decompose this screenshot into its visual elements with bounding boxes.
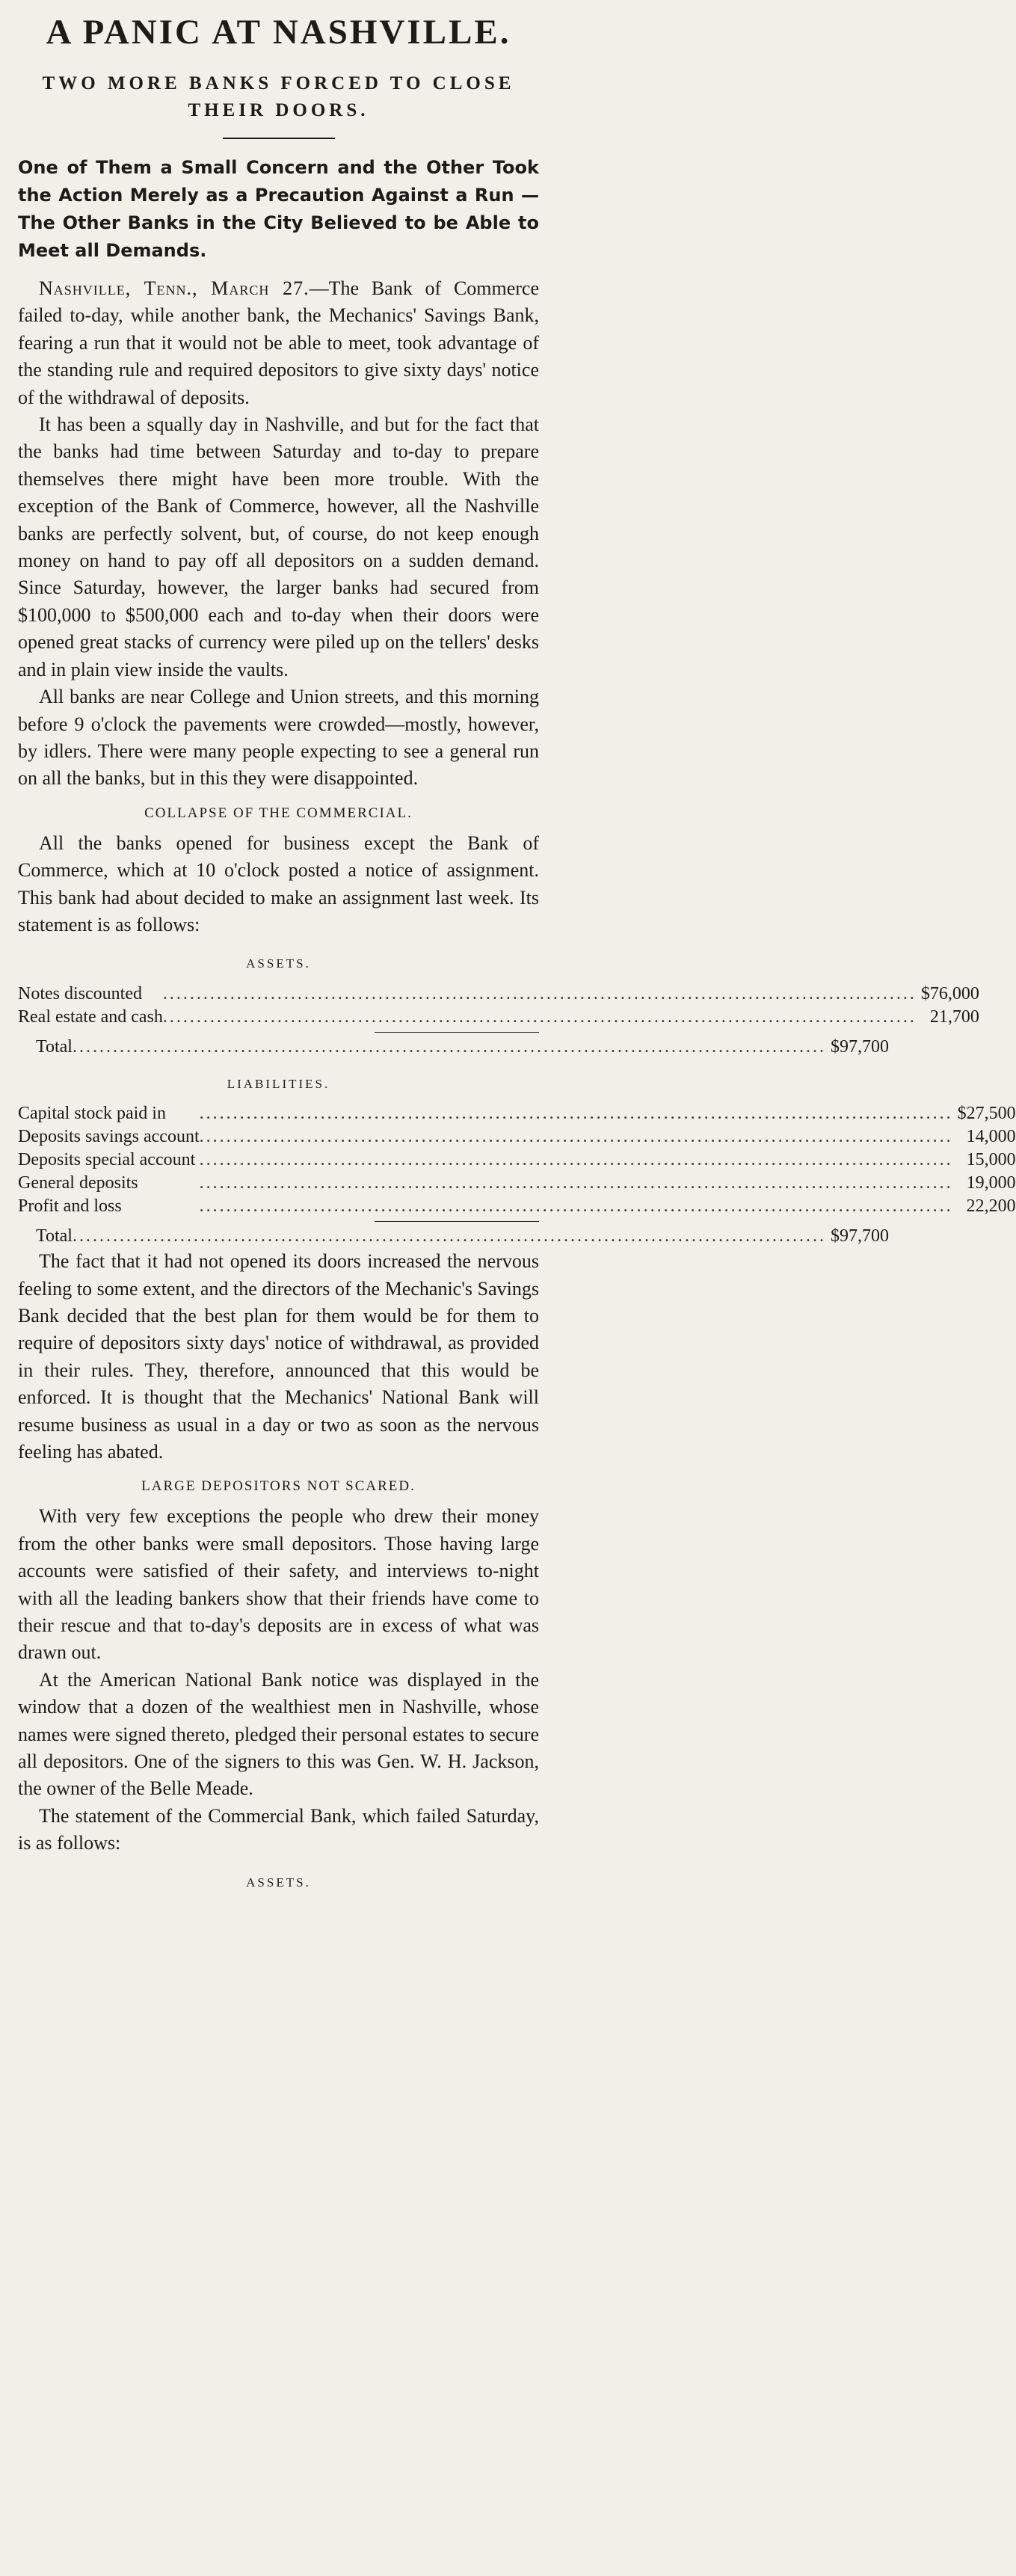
paragraph-1-text: —The Bank of Commerce failed to-day, while another bank, the Mechanics' Savings Bank, fearing a run that it would not be able to meet, took advantage of the standing rule and required depositors to give sixty days' notice of the withdrawal of deposits. — [18, 277, 540, 408]
row-value: 15,000 — [966, 1150, 1016, 1170]
assets-total — [18, 1036, 889, 1059]
row-value: $27,500 — [957, 1104, 1016, 1124]
table-row — [18, 1149, 1016, 1172]
row-label: Notes discounted — [18, 983, 142, 1003]
leader-dots: ................................................................................................................ — [72, 1226, 826, 1246]
table-row — [18, 1172, 1016, 1195]
table-row — [18, 1102, 1016, 1125]
row-value: $76,000 — [920, 983, 979, 1003]
leader-dots: ................................................................................................................ — [199, 1196, 953, 1217]
section-heading-collapse: COLLAPSE OF THE COMMERCIAL. — [144, 805, 413, 821]
liabilities-heading: LIABILITIES. — [227, 1076, 330, 1091]
paragraph-4: All the banks opened for business except the Bank of Commerce, which at 10 o'clock posted a notice of assignment. This bank had about decided to make an assignment last week. Its statement is as follows: — [18, 831, 539, 935]
assets-table — [18, 983, 979, 1029]
liabilities-total — [18, 1225, 889, 1248]
dateline: Nashville, Tenn., March 27. — [39, 277, 310, 299]
table-row — [18, 1125, 1016, 1149]
leader-dots: ................................................................................................................ — [162, 1006, 917, 1027]
row-value: 21,700 — [929, 1006, 979, 1027]
paragraph-5: The fact that it had not opened its doors increased the nervous feeling to some extent, and the directors of the Mechanic's Savings Bank decided that the best plan for them would be for them to require of depositors sixty days' notice of withdrawal, as provided in their rules. They, therefore, announced that this would be enforced. It is thought that the Mechanics' National Bank will resume business as usual in a day or two as soon as the nervous feeling has abated. — [18, 1250, 539, 1463]
leader-dots: ................................................................................................................ — [199, 1104, 953, 1124]
paragraph-1 — [18, 275, 539, 411]
table-row — [18, 1225, 889, 1248]
leader-dots: ................................................................................................................ — [199, 1127, 953, 1147]
paragraph-7: At the American National Bank notice was displayed in the window that a dozen of the wealthiest men in Nashville, whose names were signed thereto, pledged their personal estates to secure all depositors. One of the signers to this was Gen. W. H. Jackson, the owner of the Belle Meade. — [18, 1668, 539, 1800]
section-heading-depositors: LARGE DEPOSITORS NOT SCARED. — [141, 1478, 416, 1495]
sum-rule — [375, 1221, 539, 1222]
assets-heading: ASSETS. — [246, 956, 311, 971]
paragraph-2: It has been a squally day in Nashville, and but for the fact that the banks had time between Saturday and to-day to prepare themselves there might have been more trouble. With the exception of the Bank of Commerce, however, all the Nashville banks are perfectly solvent, but, of course, do not keep enough money on hand to pay off all depositors on a sudden demand. Since Saturday, however, the larger banks had secured from $100,000 to $500,000 each and to-day when their doors were opened great stacks of currency were piled up on the tellers' desks and in plain view inside the vaults. — [18, 414, 539, 680]
sum-rule — [375, 1032, 539, 1033]
row-label: General deposits — [18, 1173, 138, 1193]
row-value: 19,000 — [966, 1173, 1016, 1193]
table-row — [18, 1195, 1016, 1218]
row-value: $97,700 — [830, 1036, 889, 1057]
article-body — [18, 275, 1016, 1896]
row-label: Total — [36, 1226, 73, 1246]
table-row — [18, 1036, 889, 1059]
headline: A PANIC AT NASHVILLE. — [46, 13, 511, 52]
row-label: Real estate and cash — [18, 1006, 163, 1027]
subheadline: TWO MORE BANKS FORCED TO CLOSE THEIR DOORS. — [42, 73, 515, 120]
table-row — [18, 983, 979, 1006]
divider — [223, 138, 335, 139]
liabilities-table — [18, 1102, 1016, 1218]
row-label: Deposits special account — [18, 1150, 196, 1170]
row-label: Capital stock paid in — [18, 1104, 166, 1124]
leader-dots: ................................................................................................................ — [199, 1150, 953, 1170]
leader-dots: ................................................................................................................ — [72, 1036, 826, 1057]
row-label: Deposits savings account — [18, 1127, 200, 1147]
leader-dots: ................................................................................................................ — [199, 1173, 953, 1193]
paragraph-3: All banks are near College and Union streets, and this morning before 9 o'clock the pavements were crowded—mostly, however, by idlers. There were many people expecting to see a general run on all the banks, but in this they were disappointed. — [18, 686, 539, 790]
summary-deck: One of Them a Small Concern and the Other Took the Action Merely as a Precaution Against a Run — The Other Banks in the City Believed to be Able to Meet all Demands. — [18, 157, 539, 261]
paragraph-8: The statement of the Commercial Bank, which failed Saturday, is as follows: — [18, 1804, 539, 1854]
row-label: Profit and loss — [18, 1196, 122, 1217]
row-value: 22,200 — [966, 1196, 1016, 1217]
table-row — [18, 1006, 979, 1029]
commercial-assets-heading: ASSETS. — [246, 1875, 311, 1890]
leader-dots: ................................................................................................................ — [162, 983, 917, 1003]
paragraph-6: With very few exceptions the people who drew their money from the other banks were small depositors. Those having large accounts were satisfied of their safety, and interviews to-night with all the leading bankers show that their friends have come to their rescue and that to-day's deposits are in excess of what was drawn out. — [18, 1505, 539, 1664]
row-value: 14,000 — [966, 1127, 1016, 1147]
row-label: Total — [36, 1036, 73, 1057]
row-value: $97,700 — [830, 1226, 889, 1246]
